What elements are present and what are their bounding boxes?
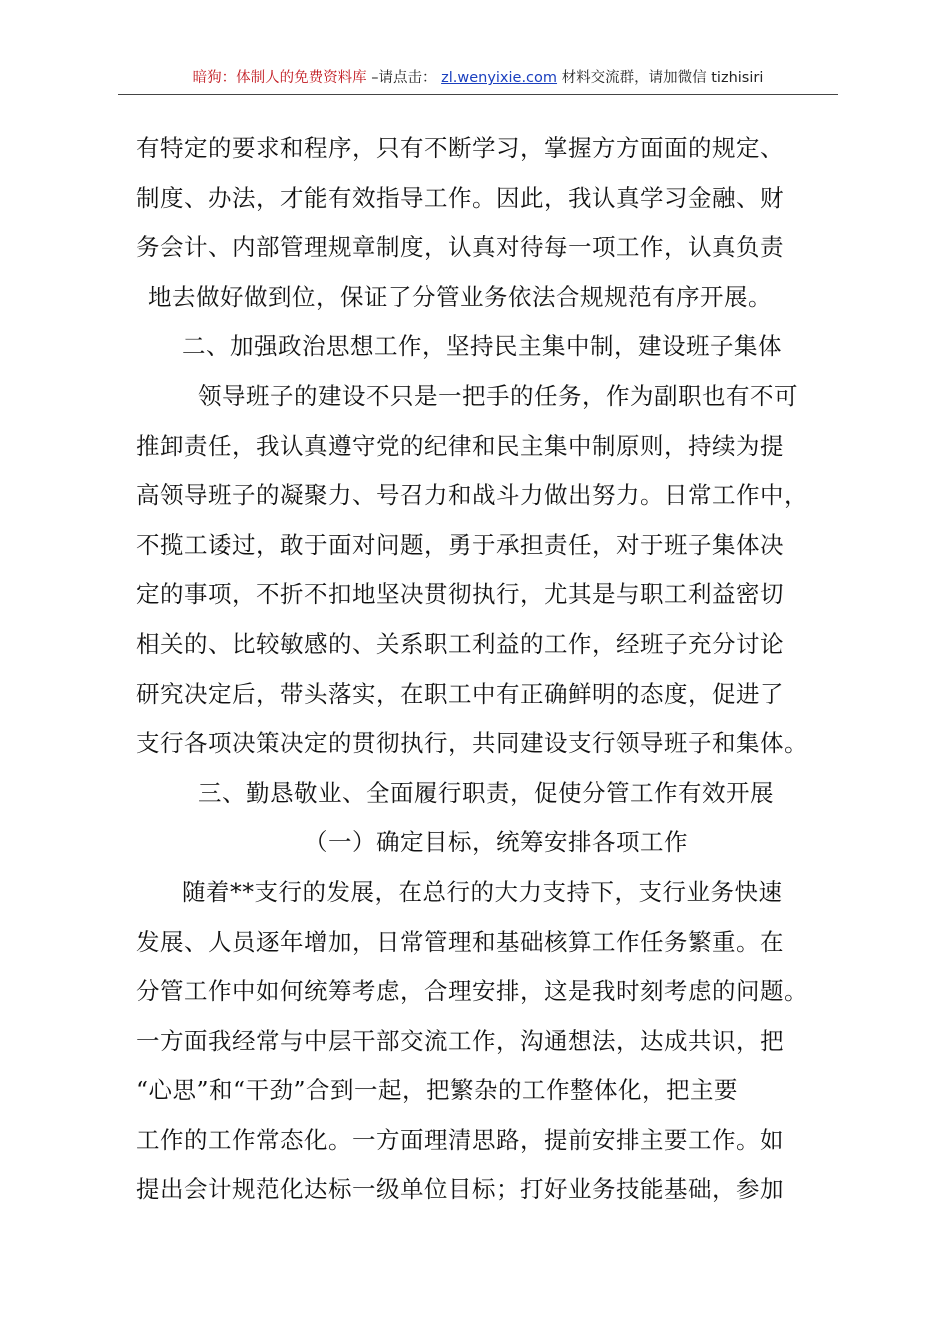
- body-line: 有特定的要求和程序，只有不断学习，掌握方方面面的规定、: [136, 134, 784, 162]
- header-prompt: –请点击：: [371, 70, 437, 86]
- body-line: 支行各项决策决定的贯彻执行，共同建设支行领导班子和集体。: [136, 729, 808, 758]
- body-line: 研究决定后，带头落实，在职工中有正确鲜明的态度，促进了: [136, 679, 784, 708]
- page-header: [118, 66, 838, 94]
- body-line: 制度、办法，才能有效指导工作。因此，我认真学习金融、财: [136, 183, 784, 212]
- body-line: “心思”和“干劲”合到一起，把繁杂的工作整体化，把主要: [136, 1076, 739, 1105]
- body-line: 领导班子的建设不只是一把手的任务，作为副职也有不可: [198, 381, 798, 410]
- section-heading: 二、加强政治思想工作，坚持民主集中制，建设班子集体: [182, 332, 782, 361]
- document-body: [136, 124, 826, 1215]
- body-line: 高领导班子的凝聚力、号召力和战斗力做出努力。日常工作中，: [136, 481, 808, 510]
- body-line: 随着**支行的发展，在总行的大力支持下，支行业务快速: [182, 877, 783, 906]
- body-line: 提出会计规范化达标一级单位目标；打好业务技能基础，参加: [136, 1175, 784, 1204]
- body-line: 定的事项，不折不扣地坚决贯彻执行，尤其是与职工利益密切: [136, 580, 784, 609]
- header-url-link[interactable]: zl.wenyixie.com: [441, 70, 558, 86]
- body-line: 相关的、比较敏感的、关系职工利益的工作，经班子充分讨论: [136, 629, 784, 658]
- body-line: 不揽工诿过，敢于面对问题，勇于承担责任，对于班子集体决: [136, 530, 784, 559]
- body-line: 发展、人员逐年增加，日常管理和基础核算工作任务繁重。在: [136, 927, 784, 956]
- header-contact: 材料交流群，请加微信 tizhisiri: [561, 70, 764, 86]
- header-divider: [118, 94, 838, 95]
- body-line: 一方面我经常与中层干部交流工作，沟通想法，达成共识，把: [136, 1026, 784, 1055]
- body-line: 地去做好做到位，保证了分管业务依法合规规范有序开展。: [148, 282, 772, 311]
- subsection-heading: （一）确定目标，统筹安排各项工作: [304, 828, 688, 857]
- body-line: 工作的工作常态化。一方面理清思路，提前安排主要工作。如: [136, 1125, 784, 1154]
- body-line: 务会计、内部管理规章制度，认真对待每一项工作，认真负责: [136, 233, 784, 262]
- header-brand: 暗狗：体制人的免费资料库: [192, 70, 367, 86]
- body-line: 分管工作中如何统筹考虑，合理安排，这是我时刻考虑的问题。: [136, 977, 808, 1006]
- body-line: 推卸责任，我认真遵守党的纪律和民主集中制原则，持续为提: [136, 431, 784, 460]
- section-heading: 三、勤恳敬业、全面履行职责，促使分管工作有效开展: [198, 778, 774, 807]
